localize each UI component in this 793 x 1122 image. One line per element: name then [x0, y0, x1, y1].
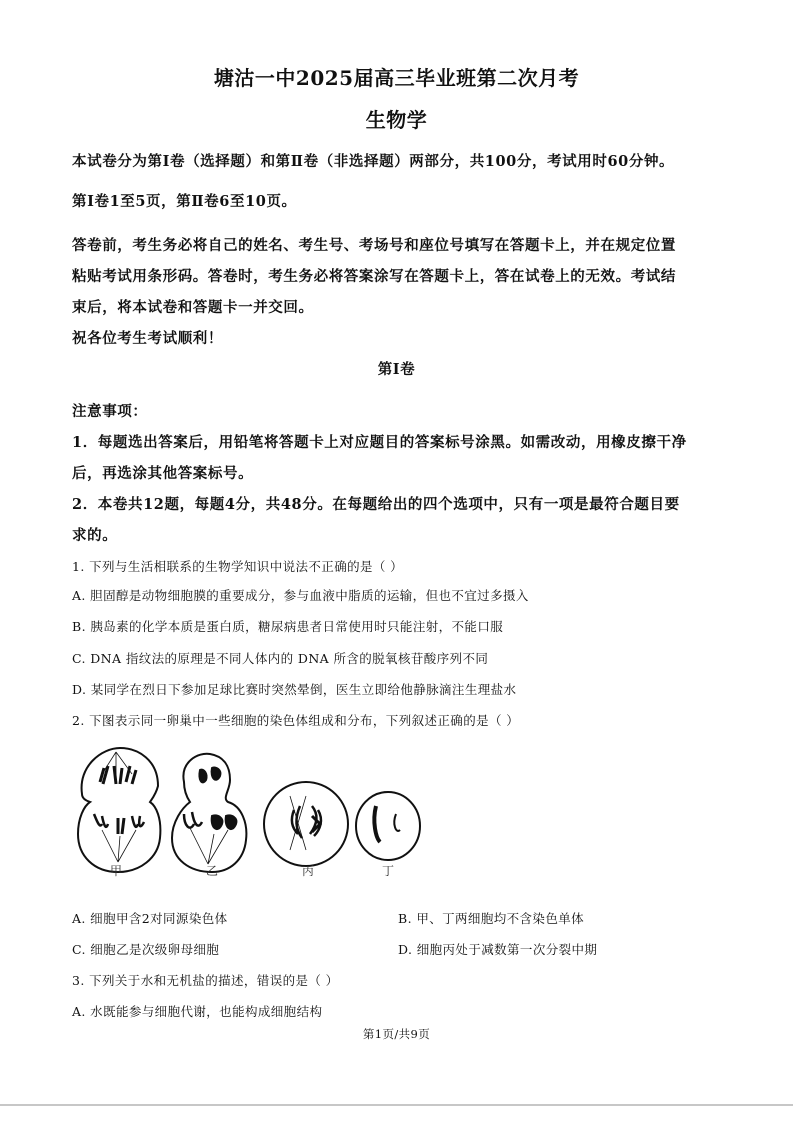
question-1-option-a: A. 胆固醇是动物细胞膜的重要成分，参与血液中脂质的运输，但也不宜过多摄入	[72, 588, 529, 603]
question-3-stem: 3. 下列关于水和无机盐的描述，错误的是（ ）	[72, 973, 339, 988]
page-bottom-rule	[0, 1104, 793, 1106]
intro-line-2: 第Ⅰ卷1至5页，第Ⅱ卷6至10页。	[72, 193, 297, 210]
cell-division-figure	[72, 744, 432, 880]
cell-jia	[78, 748, 160, 872]
intro-para-line-1: 答卷前，考生务必将自己的姓名、考生号、考场号和座位号填写在答题卡上，并在规定位置	[72, 237, 676, 254]
cell-yi	[172, 754, 246, 872]
figure-label-jia: 甲	[110, 864, 123, 878]
question-2-stem: 2. 下图表示同一卵巢中一些细胞的染色体组成和分布，下列叙述正确的是（ ）	[72, 713, 520, 728]
figure-label-yi: 乙	[206, 864, 219, 878]
question-3-option-a: A. 水既能参与细胞代谢，也能构成细胞结构	[72, 1004, 323, 1019]
cell-bing	[264, 782, 348, 866]
question-2-option-b: B. 甲、丁两细胞均不含染色单体	[398, 911, 585, 926]
question-1-option-d: D. 某同学在烈日下参加足球比赛时突然晕倒，医生立即给他静脉滴注生理盐水	[72, 682, 517, 697]
intro-line-1: 本试卷分为第Ⅰ卷（选择题）和第Ⅱ卷（非选择题）两部分，共100分，考试用时60分钟。	[72, 153, 675, 170]
note-1-line-1: 1．每题选出答案后，用铅笔将答题卡上对应题目的答案标号涂黑。如需改动，用橡皮擦干净	[72, 434, 687, 451]
subject-title: 生物学	[365, 108, 428, 132]
question-2-option-a: A. 细胞甲含2对同源染色体	[72, 911, 228, 926]
question-2-option-c: C. 细胞乙是次级卵母细胞	[72, 942, 220, 957]
notes-heading: 注意事项：	[72, 403, 148, 420]
page-footer: 第1页/共9页	[362, 1027, 431, 1041]
note-1-line-2: 后，再选涂其他答案标号。	[72, 465, 254, 482]
question-1-option-b: B. 胰岛素的化学本质是蛋白质，糖尿病患者日常使用时只能注射，不能口服	[72, 619, 504, 634]
exam-title: 塘沽一中2025届高三毕业班第二次月考	[213, 66, 580, 90]
wish-line: 祝各位考生考试顺利！	[72, 330, 223, 347]
figure-label-ding: 丁	[382, 864, 395, 878]
cell-diagram	[72, 744, 432, 880]
section-title: 第Ⅰ卷	[377, 361, 416, 378]
intro-para-line-2: 粘贴考试用条形码。答卷时，考生务必将答案涂写在答题卡上，答在试卷上的无效。考试结	[72, 268, 676, 285]
figure-label-bing: 丙	[302, 864, 315, 878]
question-1-stem: 1. 下列与生活相联系的生物学知识中说法不正确的是（ ）	[72, 559, 404, 574]
intro-para-line-3: 束后，将本试卷和答题卡一并交回。	[72, 299, 314, 316]
cell-ding	[356, 792, 420, 860]
question-2-option-d: D. 细胞丙处于减数第一次分裂中期	[398, 942, 598, 957]
note-2-line-1: 2．本卷共12题，每题4分，共48分。在每题给出的四个选项中，只有一项是最符合题目要	[72, 496, 680, 513]
note-2-line-2: 求的。	[72, 527, 118, 544]
question-1-option-c: C. DNA 指纹法的原理是不同人体内的 DNA 所含的脱氧核苷酸序列不同	[72, 651, 489, 666]
